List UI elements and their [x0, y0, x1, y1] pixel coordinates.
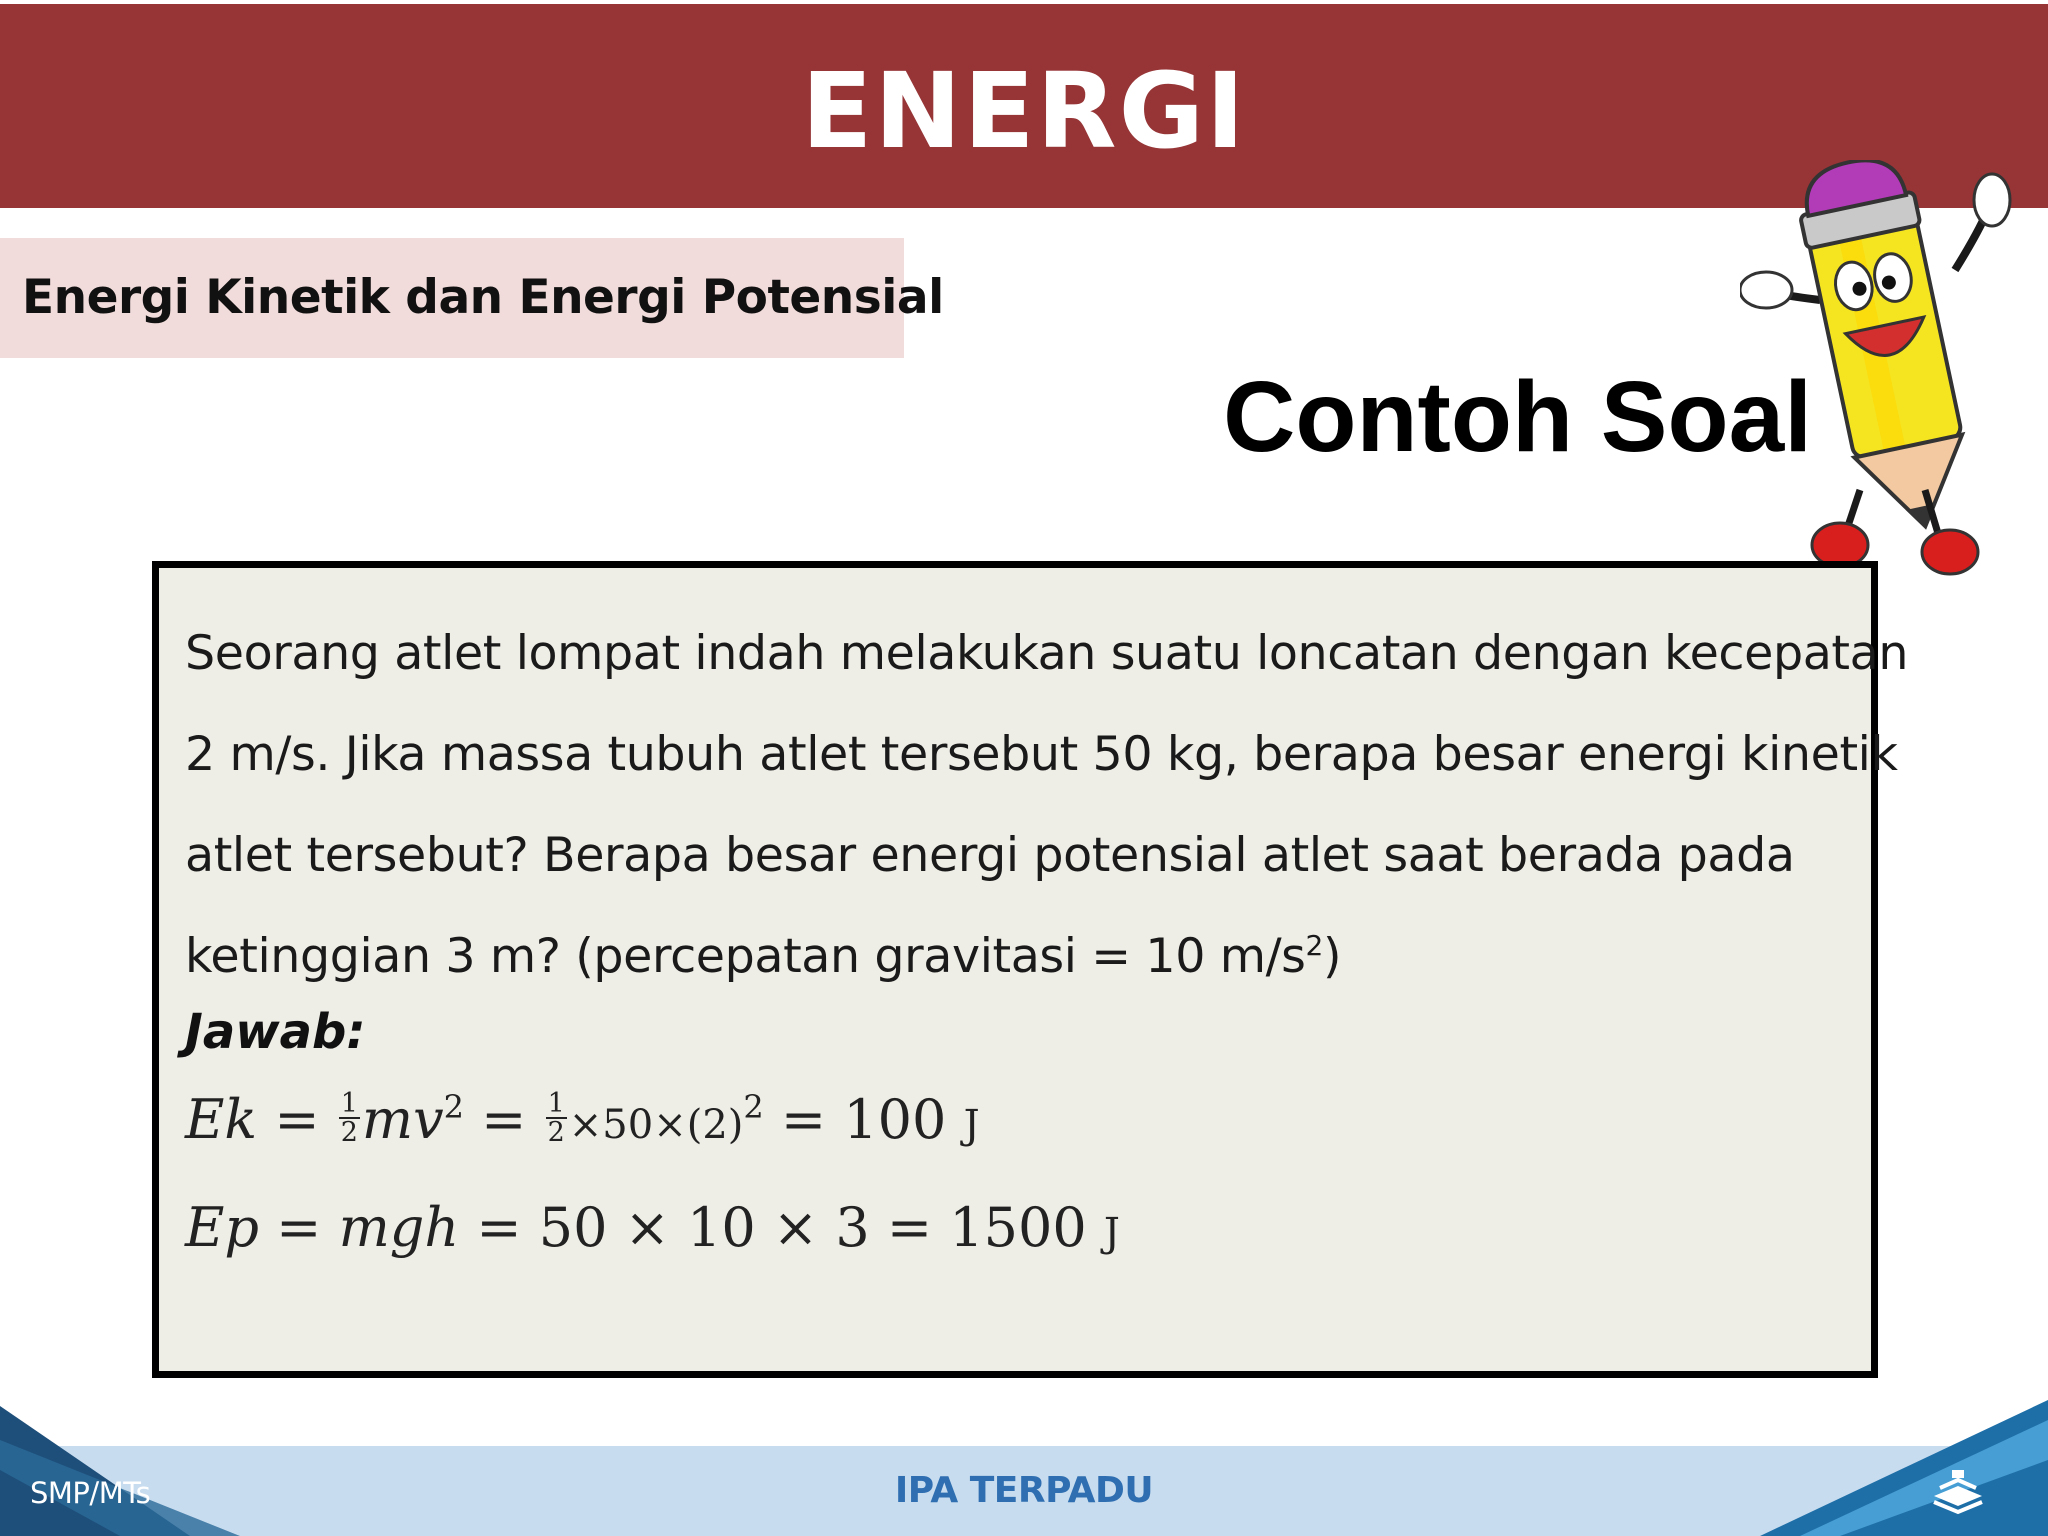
eq-ek-mv: mv — [361, 1088, 444, 1151]
slide-title: ENERGI — [801, 50, 1247, 172]
eq-ep-unit: J — [1103, 1210, 1120, 1256]
problem-box — [152, 561, 1909, 1378]
eq-ek-times: ×50×(2) — [568, 1102, 744, 1148]
pencil-mascot-icon — [1740, 160, 2040, 580]
problem-line: atlet tersebut? Berapa besar energi potensial atlet saat berada pada — [185, 828, 1795, 883]
book-stack-logo-icon — [1930, 1466, 1986, 1518]
problem-line-superscript: 2 — [1305, 929, 1323, 963]
slide-subtitle: Energi Kinetik dan Energi Potensial — [22, 270, 944, 325]
footer — [0, 1400, 2048, 1536]
subtitle-box — [0, 238, 944, 358]
eq-ek-unit: J — [963, 1102, 980, 1148]
answer-label: Jawab: — [185, 1004, 366, 1060]
fraction-denominator: 2 — [547, 1117, 565, 1148]
kinetic-energy-equation — [185, 1088, 980, 1152]
eq-ek-equals: = — [274, 1088, 320, 1151]
eq-ep-equals: = — [276, 1196, 322, 1259]
problem-line-end: ) — [1322, 929, 1342, 984]
fraction-numerator: 1 — [547, 1088, 565, 1119]
eq-ep-mgh: mgh — [338, 1196, 460, 1259]
eq-ek-equals-2: = — [481, 1088, 527, 1151]
fraction-denominator: 2 — [340, 1117, 358, 1148]
fraction-half-2 — [546, 1090, 567, 1146]
footer-level: SMP/MTs — [30, 1476, 151, 1510]
eq-ek-lhs: Ek — [185, 1088, 258, 1151]
section-heading: Contoh Soal — [1223, 361, 1812, 473]
eq-ep-lhs: Ep — [185, 1196, 259, 1259]
eq-ek-square: 2 — [443, 1088, 464, 1126]
fraction-numerator: 1 — [340, 1088, 358, 1119]
potential-energy-equation — [185, 1196, 1120, 1259]
fraction-half — [339, 1090, 360, 1146]
problem-line: 2 m/s. Jika massa tubuh atlet tersebut 50 kg, berapa besar energi kinetik — [185, 727, 1898, 782]
eq-ek-square-2: 2 — [743, 1088, 764, 1126]
eq-ep-calc: = 50 × 10 × 3 = 1500 — [476, 1196, 1087, 1259]
footer-background — [0, 1400, 2048, 1536]
problem-line — [185, 907, 1865, 1008]
footer-subject: IPA TERPADU — [894, 1470, 1154, 1511]
eq-ek-result: = 100 — [780, 1088, 947, 1151]
problem-text — [185, 604, 1909, 1008]
problem-line-text: ketinggian 3 m? (percepatan gravitasi = 10 m/s — [185, 929, 1306, 984]
problem-line: Seorang atlet lompat indah melakukan suatu loncatan dengan kecepatan — [185, 626, 1909, 681]
